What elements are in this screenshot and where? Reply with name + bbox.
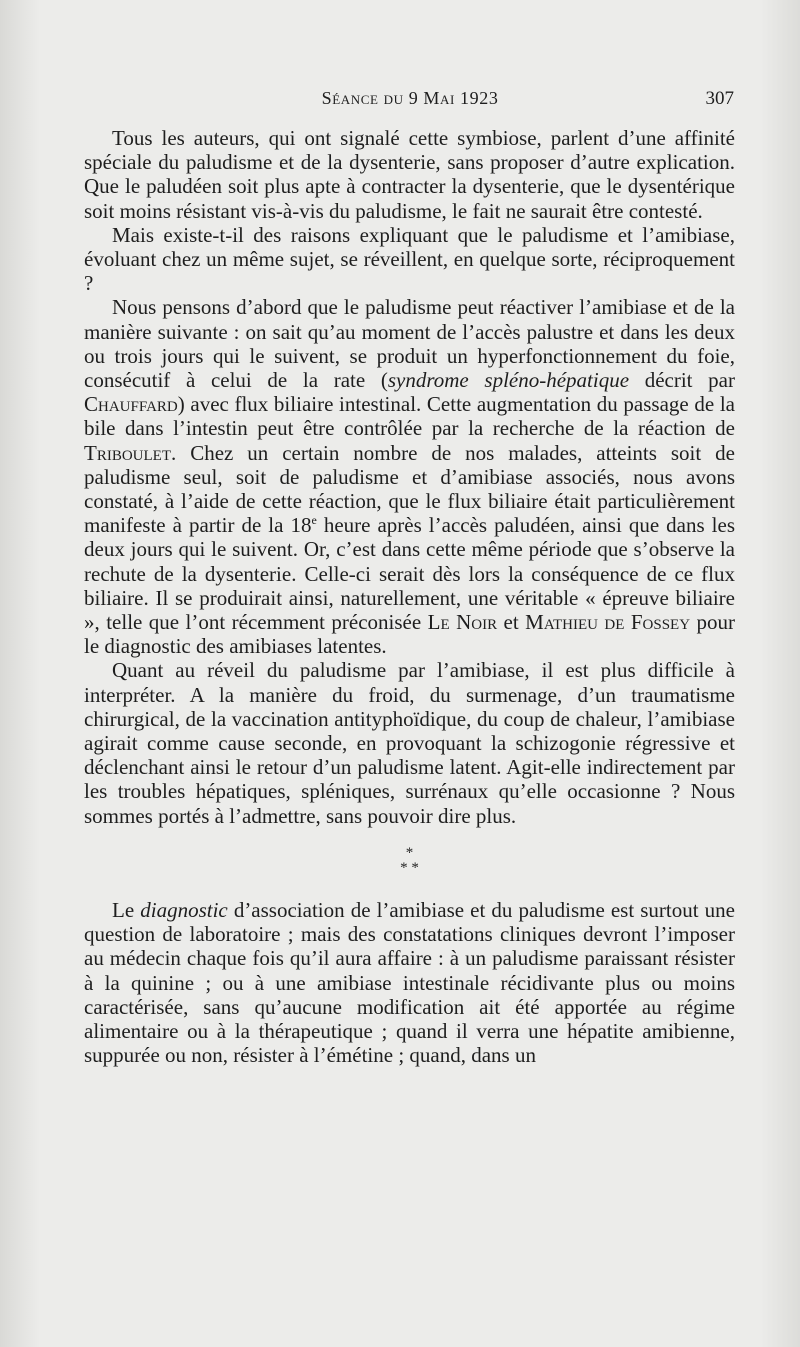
author-name: Le Noir — [427, 610, 498, 635]
text-run: d’association de l’amibiase et du paludisme est surtout une question de laboratoire ; mais des constatations cliniques devront l’imposer au médecin chaque fois qu’il aura affaire : à un paludisme paraissant résister à la quinine ; ou à une amibiase intestinale récidivante plus ou moins caractérisée, sans qu’aucune modification ait été apportée au régime alimentaire ou à la thérapeutique ; quand il verra une hépatite amibienne, suppurée ou non, résister à l’émétine ; quand, dans un — [84, 897, 735, 1068]
section-separator — [84, 846, 735, 876]
asterisks-bottom: * * — [400, 859, 419, 876]
asterisk-top: * — [405, 844, 414, 861]
text-run: heure après l’accès paludéen, ainsi que dans les deux jours qui le suivent. Or, c’est dans cette même période que s’observe la rechute de la dysenterie. Celle-ci serait dès lors la conséquence de ce flux biliaire. Il se produirait ainsi, naturellement, une véritable « épreuve biliaire », telle que l’ont récemment préconisée — [84, 513, 736, 635]
page-number: 307 — [705, 88, 734, 109]
text-run: . Chez un certain nombre de nos malades, atteints soit de paludisme seul, soit de paludisme et d’amibiase associés, nous avons constaté, à l’aide de cette réaction, que le flux biliaire était particulièrement manifeste à partir de la 18 — [84, 440, 735, 538]
paragraph-3 — [84, 295, 735, 658]
body-text — [84, 126, 735, 1067]
paragraph-5 — [84, 898, 735, 1067]
italic-term: diagnostic — [140, 897, 228, 922]
text-run: décrit par — [629, 368, 735, 393]
paragraph-4: Quant au réveil du paludisme par l’amibiase, il est plus difficile à interpréter. A la manière du froid, du surmenage, d’un traumatisme chirurgical, de la vaccination antityphoïdique, du coup de chaleur, l’amibiase agirait comme cause seconde, en provoquant la schizogonie régressive et déclenchant ainsi le retour d’un paludisme latent. Agit-elle indirectement par les troubles hépatiques, spléniques, surrénaux qu’elle occasionne ? Nous sommes portés à l’admettre, sans pouvoir dire plus. — [84, 658, 735, 828]
paragraph-1: Tous les auteurs, qui ont signalé cette symbiose, parlent d’une affinité spéciale du paludisme et de la dysenterie, sans proposer d’autre explication. Que le paludéen soit plus apte à contracter la dysenterie, que le dysentérique soit moins résistant vis-à-vis du paludisme, le fait ne saurait être contesté. — [84, 126, 735, 223]
text-run: pour le diagnostic des amibiases latentes. — [84, 610, 736, 659]
text-run: Le — [112, 897, 141, 922]
author-name: Mathieu de Fossey — [525, 610, 691, 635]
page-header — [86, 88, 734, 116]
text-run: ) avec flux biliaire intestinal. Cette augmentation du passage de la bile dans l’intestin peut être contrôlée par la recherche de la réaction de — [84, 392, 735, 441]
text-run: et — [497, 610, 526, 635]
paragraph-2: Mais existe-t-il des raisons expliquant que le paludisme et l’amibiase, évoluant chez un même sujet, se réveillent, en quelque sorte, réciproquement ? — [84, 222, 735, 296]
italic-term: syndrome spléno-hépatique — [387, 368, 630, 393]
running-head: Séance du 9 Mai 1923 — [321, 88, 499, 108]
text-run: Nous pensons d’abord que le paludisme peut réactiver l’amibiase et de la manière suivante : on sait qu’au moment de l’accès palustre et dans les deux ou trois jours qui le suivent, se produit un hyperfonctionnement du foie, consécutif à celui de la rate ( — [84, 295, 735, 393]
superscript: e — [311, 513, 317, 528]
author-name: Chauffard — [84, 392, 178, 417]
author-name: Triboulet — [84, 440, 171, 465]
